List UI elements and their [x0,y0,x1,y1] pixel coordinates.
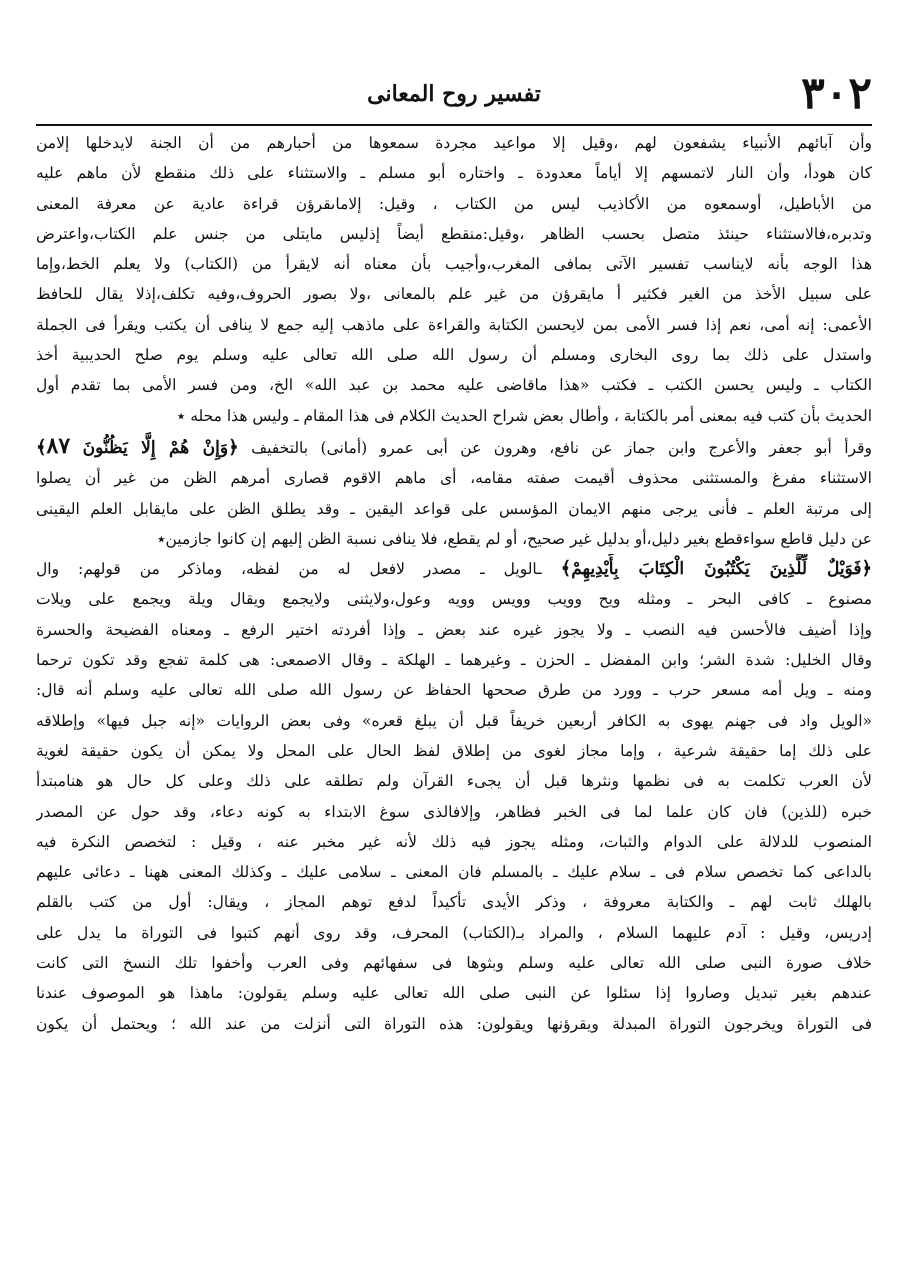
text-line: مصنوع ـ كافى البحر ـ ومثله ويح وويب وويس وويه وعول،ولايثنى ولايجمع ويقال ويلة ويجمع على ويلات [36,590,872,609]
text-line: خبره (للذين) فان كان علما لما فى الخبر فظاهر، وإلافالذى سوغ الابتداء به كونه دعاء، وقد حول عن المصدر [36,802,872,821]
verse-line [36,554,872,584]
header-rule [36,124,872,126]
text-line: خلاف صورة النبى صلى الله تعالى عليه وسلم وبثوها فى سفهائهم وفى العرب وأخفوا تلك النسخ التى كانت [36,954,872,973]
text-line: «الويل واد فى جهنم يهوى به الكافر أربعين خريفاً قبل أن يبلغ قعره» وفى بعض الروايات «إنه جبل فيها» وإطلاقه [36,711,872,730]
text-line: الاستثناء مفرغ والمستثنى محذوف أقيمت صفته مقامه، أى ماهم الاقوم قصارى أمرهم الظن من غير أن يصلوا [36,469,872,488]
paragraph-text: وقرأ أبو جعفر والأعرج وابن جماز عن نافع، وهرون عن أبى عمرو (أمانى) بالتخفيف [251,438,872,457]
text-line: بالهلك ثابت لهم ـ والكتابة معروفة ، وذكر الأيدى تأكيداً لدفع توهم المجاز ، ويقال: أول من كتب بالقلم [36,893,872,912]
verse-line [36,431,872,463]
text-line: المنصوب للدلالة على الدوام والثبات، ومثله يجوز فيه ذلك لأنه غير مخبر عنه ، وقيل : لتخصص النكرة فيه [36,832,872,851]
verse-open-brace: ﴿ [861,558,872,580]
text-line: على سبيل الأخذ من الغير فكثير أ مايقرؤن من غير علم بالمعانى ،ولا بصور الحروف،وفيه تكلف،إذلا يقال للحافظ [36,285,872,304]
text-line: عن دليل قاطع سواءقطع بغير دليل،أو بدليل غير صحيح، أو لم يقطع، فلا ينافى نسبة الظن إليهم إن كانوا جازمين٭ [157,529,872,548]
text-line: فى التوراة ويخرجون التوراة المبدلة ويقرؤنها ويقولون: هذه التوراة التى أنزلت من عند الله ؛ ويحتمل أن يكون [36,1014,872,1033]
text-line: الكتاب ـ وليس يحسن الكتب ـ فكتب «هذا ماقاضى عليه محمد بن عبد الله» الخ، ومن فسر الأمى بما تقدم أول [36,376,872,395]
page-number: ٣٠٢ [801,68,872,119]
text-line: إدريس، وقيل : آدم عليهما السلام ، والمراد بـ(الكتاب) المحرف، وقد روى أنهم كتبوا فى التوراة ما يدل على [36,923,872,942]
text-line: إلى مرتبة العلم ـ فأنى يرجى منهم الايمان المؤسس على قواعد اليقين ـ وقد يطلق الظن على مايقابل العلم اليقينى [36,499,872,518]
text-line: وأن آبائهم الأنبياء يشفعون لهم ،وقيل إلا مواعيد مجردة سمعوها من أحبارهم من أن الجنة لايدخلها إلامن [36,134,872,152]
page-header [36,68,872,120]
text-line: على ذلك إما حقيقة شرعية ، وإما مجاز لغوى من إطلاق لفظ الحال على المحل ولا يمكن أن يكون حقيقة لغوية [36,741,872,760]
verse-close-brace: ﴾ [36,436,47,458]
text-line: وقال الخليل: شدة الشر؛ وابن المفضل ـ الحزن ـ وغيرهما ـ الهلكة ـ وقال الاصمعى: هى كلمة تفجع وقد تكون ترحما [36,651,872,670]
quran-verse: فَوَيْلٌ لِّلَّذِينَ يَكْتُبُونَ الْكِتَابَ بِأَيْدِيهِمْ [571,559,862,580]
text-body [36,128,872,1039]
quran-verse: وَإِنْ هُمْ إِلَّا يَظُنُّونَ [82,437,229,458]
verse-open-brace: ﴿ [228,436,239,458]
text-line: الحديث بأن كتب فيه بمعنى أمر بالكتابة ، وأطال بعض شراح الحديث الكلام فى هذا المقام ـ وليس هذا محله ٭ [176,406,872,425]
text-line: لأن العرب تكلمت به فى نظمها ونثرها قبل أن يجىء القرآن ولم تطلقه على ذلك وعلى كل حال هو هنامبتدأ [36,772,872,791]
text-line: من الأباطيل، أوسمعوه من الأكاذيب ليس من الكتاب ، وقيل: إلاماىقرؤن قراءة عادية عن معرفة المعنى [36,194,872,213]
verse-close-brace: ﴾ [560,558,572,580]
text-line: وتدبره،فالاستثناء حينئذ متصل بحسب الظاهر ،وقيل:منقطع أيضاً إذليس مايتلى من جنس علم الكتاب،واعترض [36,224,872,243]
running-title: تفسير روح المعانى [367,81,541,107]
text-line: هذا الوجه بأنه لايناسب تفسير الآتى بمافى المغرب،وأجيب بأن معناه أنه لايقرأ من (الكتاب) ولا يعلم الخط،وإما [36,255,872,274]
text-line: بالداعى كما تخصص سلام فى ـ سلام عليك ـ بالمسلم فان المعنى ـ سلامى عليك ـ وكذلك المعنى ههنا ـ دعائى عليهم [36,863,872,882]
text-line: ومنه ـ ويل أمه مسعر حرب ـ وورد من طرق صححها الحفاظ عن رسول الله صلى الله تعالى عليه وسلم أنه قال: [36,681,872,700]
text-line: كان هودأ، وأن النار لاتمسهم إلا أياماً معدودة ـ واختاره أبو مسلم ـ والاستثناء على ذلك منقطع لأن ماهم عليه [36,164,872,183]
text-line: عندهم بغير تبديل وصاروا إذا سئلوا عن النبى صلى الله تعالى عليه وسلم يقولون: ماهذا هو الموصوف عندنا [36,984,872,1003]
paragraph-text: ـالويل ـ مصدر لافعل له من لفظه، وماذكر من قولهم: وال [36,560,542,579]
text-line: وإذا أضيف فالأحسن فيه النصب ـ ولا يجوز غيره عند بعض ـ وإذا أفردته اختير الرفع ـ ومعناه الفضيحة والحسرة [36,620,872,639]
text-line: الأعمى: إنه أمى، نعم إذا فسر الأمى بمن لايحسن الكتابة والقراءة على ماذهب إليه جمع لا ينافى أن يكتب ويقرأ فى الجملة [36,315,872,334]
verse-number: ٨٧ [46,432,71,459]
text-line: واستدل على ذلك بما روى البخارى ومسلم أن رسول الله صلى الله تعالى عليه وسلم يوم صلح الحديبية أخذ [36,346,872,365]
